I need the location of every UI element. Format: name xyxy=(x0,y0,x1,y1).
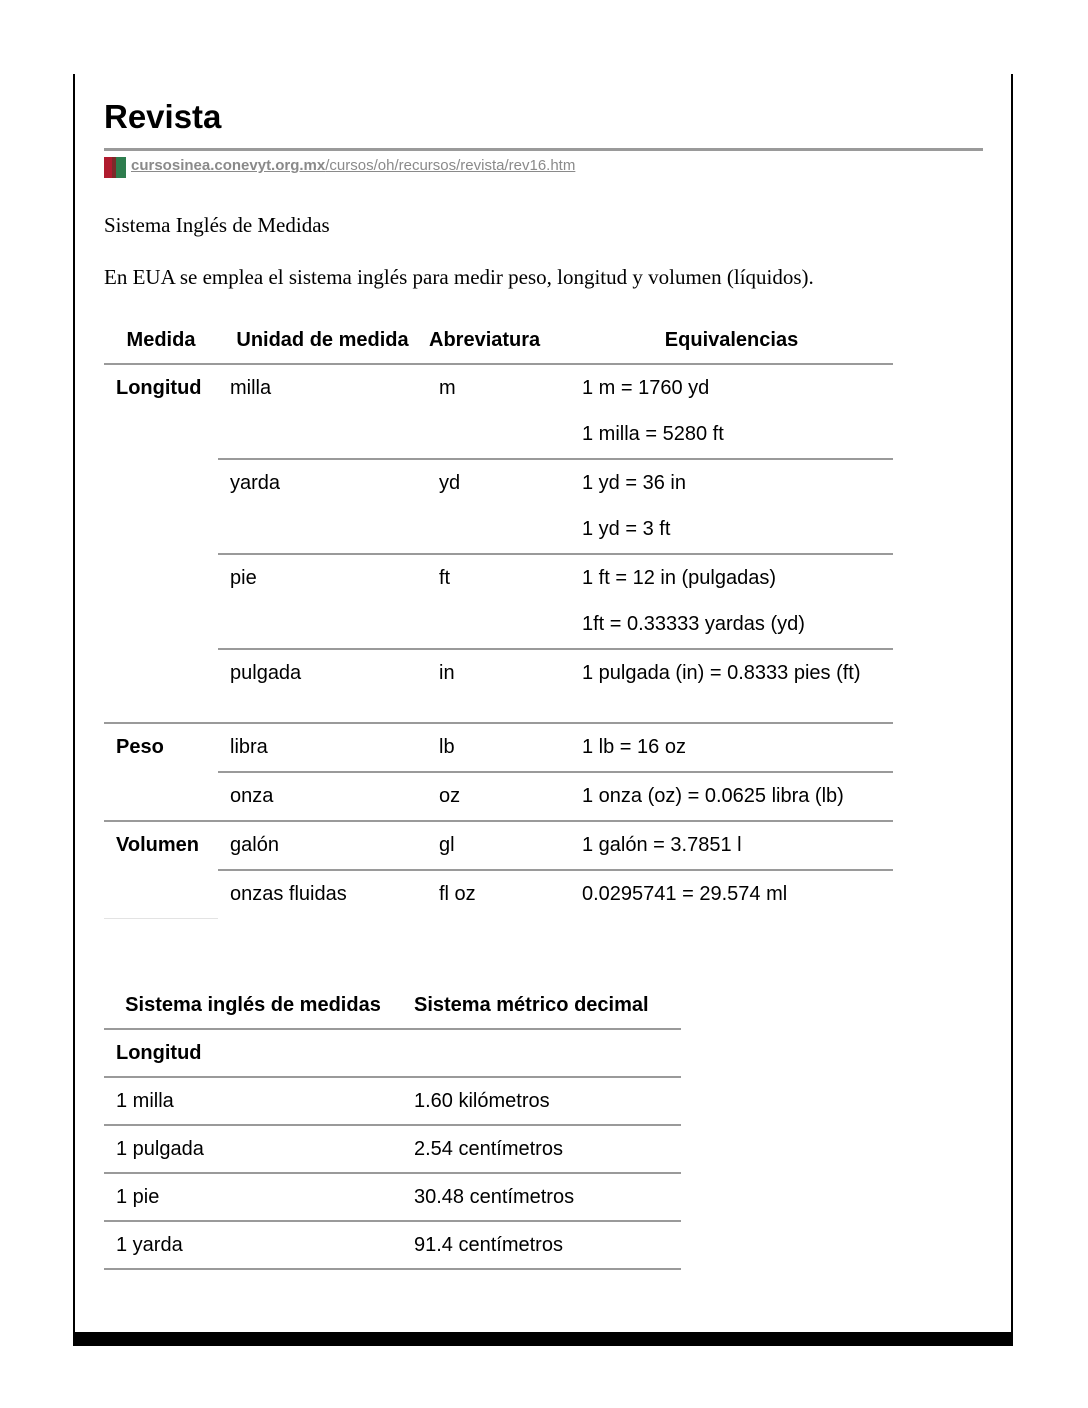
table-row xyxy=(104,554,893,602)
column-header: Medida xyxy=(104,318,218,364)
table-row xyxy=(104,459,893,507)
url-path: /cursos/oh/recursos/revista/rev16.htm xyxy=(325,157,576,174)
conversion-table xyxy=(104,986,681,1270)
equivalence-cell: 1 yd = 3 ft xyxy=(570,507,893,554)
equivalence-cell: 0.0295741 = 29.574 ml xyxy=(582,883,788,905)
section-subtitle: Sistema Inglés de Medidas xyxy=(104,213,330,237)
equivalence-cell: 1 lb = 16 oz xyxy=(570,723,893,772)
url-host: cursosinea.conevyt.org.mx xyxy=(131,157,326,174)
column-header: Equivalencias xyxy=(570,318,893,364)
equivalence-cell: 1 yd = 36 in xyxy=(582,472,686,494)
table-row xyxy=(104,1173,681,1221)
page-title: Revista xyxy=(104,98,222,135)
abbr-cell: gl xyxy=(427,821,570,870)
equivalence-cell: 1 onza (oz) = 0.0625 libra (lb) xyxy=(570,772,893,821)
table-header-row xyxy=(104,986,681,1029)
category-cell: Longitud xyxy=(104,1029,402,1077)
abbr-cell: lb xyxy=(427,723,570,772)
equivalence-cell: 1 galón = 3.7851 l xyxy=(570,821,893,870)
abbr-cell: in xyxy=(427,649,570,723)
equivalence-cell: 1ft = 0.33333 yardas (yd) xyxy=(570,602,893,649)
table-header-row xyxy=(104,318,893,364)
table-row xyxy=(104,723,893,772)
table-row xyxy=(104,1029,681,1077)
imperial-cell: 1 milla xyxy=(104,1077,402,1125)
abbr-cell: ft xyxy=(439,567,451,589)
category-cell: Longitud xyxy=(104,364,218,723)
equivalence-cell: 1 pulgada (in) = 0.8333 pies (ft) xyxy=(570,649,893,723)
table-row xyxy=(104,870,893,918)
metric-cell: 91.4 centímetros xyxy=(402,1221,681,1269)
abbr-cell: m xyxy=(439,377,456,399)
column-header: Unidad de medida xyxy=(218,318,427,364)
title-divider xyxy=(104,148,983,151)
page-bottom-bar xyxy=(73,1332,1013,1346)
table-row xyxy=(104,507,893,554)
table-row xyxy=(104,412,893,459)
unit-cell: galón xyxy=(218,821,427,870)
table-row xyxy=(104,1125,681,1173)
unit-cell: onzas fluidas xyxy=(230,883,347,905)
column-header: Sistema métrico decimal xyxy=(402,986,681,1029)
imperial-cell: 1 pie xyxy=(104,1173,402,1221)
table-row xyxy=(104,821,893,870)
metric-cell: 1.60 kilómetros xyxy=(402,1077,681,1125)
metric-cell: 2.54 centímetros xyxy=(402,1125,681,1173)
column-header: Sistema inglés de medidas xyxy=(104,986,402,1029)
unit-cell: pulgada xyxy=(218,649,427,723)
table-row xyxy=(104,772,893,821)
table-row xyxy=(104,649,893,723)
abbr-cell: oz xyxy=(427,772,570,821)
unit-cell: milla xyxy=(230,377,272,399)
unit-cell: yarda xyxy=(230,472,281,494)
units-table xyxy=(104,318,893,919)
equivalence-cell: 1 m = 1760 yd xyxy=(582,377,710,399)
unit-cell: pie xyxy=(230,567,257,589)
category-cell: Volumen xyxy=(104,821,218,918)
imperial-cell: 1 yarda xyxy=(104,1221,402,1269)
table-row xyxy=(104,364,893,412)
abbr-cell: yd xyxy=(439,472,461,494)
unit-cell: libra xyxy=(218,723,427,772)
equivalence-cell: 1 ft = 12 in (pulgadas) xyxy=(582,567,777,589)
abbr-cell: fl oz xyxy=(439,883,476,905)
table-row xyxy=(104,1221,681,1269)
equivalence-cell: 1 milla = 5280 ft xyxy=(570,412,893,459)
site-favicon-icon xyxy=(104,157,126,178)
column-header: Abreviatura xyxy=(427,318,570,364)
table-row xyxy=(104,1077,681,1125)
intro-paragraph: En EUA se emplea el sistema inglés para medir peso, longitud y volumen (líquidos). xyxy=(104,265,814,289)
category-cell: Peso xyxy=(104,723,218,821)
metric-cell: 30.48 centímetros xyxy=(402,1173,681,1221)
table-row xyxy=(104,602,893,649)
imperial-cell: 1 pulgada xyxy=(104,1125,402,1173)
unit-cell: onza xyxy=(218,772,427,821)
source-url-link[interactable] xyxy=(131,157,575,174)
